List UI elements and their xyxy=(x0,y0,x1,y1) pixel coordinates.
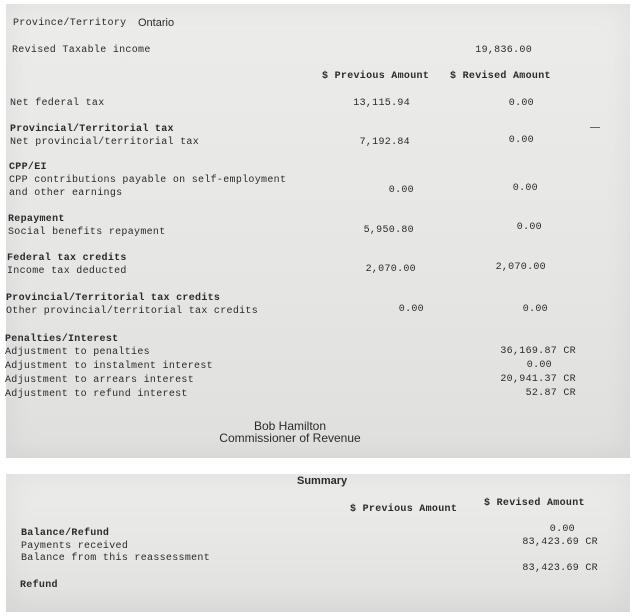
repayment-previous: 5,950.80 xyxy=(363,225,414,236)
arrears-interest-row-label: Adjustment to arrears interest xyxy=(5,375,195,386)
column-header-revised: $ Revised Amount xyxy=(450,71,551,82)
revised-taxable-income-value: 19,836.00 xyxy=(475,45,532,56)
federal-credits-revised: 2,070.00 xyxy=(495,262,546,273)
refund-interest-row-label: Adjustment to refund interest xyxy=(5,389,188,400)
province-value: Ontario xyxy=(138,17,175,29)
penalties-row-label: Adjustment to penalties xyxy=(5,347,150,358)
cpp-heading: CPP/EI xyxy=(9,162,47,173)
page-gap xyxy=(0,459,641,473)
instalment-interest-row-label: Adjustment to instalment interest xyxy=(5,361,213,372)
balance-reassessment-label: Balance from this reassessment xyxy=(21,553,211,564)
margin-mark xyxy=(590,127,600,128)
balance-refund-heading: Balance/Refund xyxy=(21,528,110,539)
provincial-credits-heading: Provincial/Territorial tax credits xyxy=(6,293,221,304)
net-federal-tax-previous: 13,115.94 xyxy=(353,98,410,109)
provincial-credits-revised: 0.00 xyxy=(522,304,548,315)
provincial-tax-revised: 0.00 xyxy=(508,135,534,146)
federal-credits-heading: Federal tax credits xyxy=(7,253,127,264)
signature-name: Bob Hamilton xyxy=(253,419,327,433)
federal-credits-previous: 2,070.00 xyxy=(365,264,416,275)
province-label: Province/Territory xyxy=(13,18,127,29)
federal-credits-label: Income tax deducted xyxy=(7,266,127,277)
arrears-interest-row-value: 20,941.37 CR xyxy=(500,374,576,385)
penalties-row-value: 36,169.87 CR xyxy=(500,346,576,357)
summary-column-header-previous: $ Previous Amount xyxy=(350,504,458,515)
cpp-revised: 0.00 xyxy=(512,183,538,194)
repayment-heading: Repayment xyxy=(8,214,65,225)
payments-received-label: Payments received xyxy=(21,541,129,552)
summary-value-3: 83,423.69 CR xyxy=(522,563,598,574)
penalties-heading: Penalties/Interest xyxy=(5,334,119,345)
provincial-tax-previous: 7,192.84 xyxy=(359,137,410,148)
refund-interest-row-value: 52.87 CR xyxy=(525,388,576,399)
provincial-credits-previous: 0.00 xyxy=(398,304,424,315)
repayment-label: Social benefits repayment xyxy=(8,227,166,238)
signature-title: Commissioner of Revenue xyxy=(219,431,361,445)
column-header-previous: $ Previous Amount xyxy=(322,71,430,82)
instalment-interest-row-value: 0.00 xyxy=(526,360,552,371)
net-federal-tax-label: Net federal tax xyxy=(10,98,105,109)
net-federal-tax-revised: 0.00 xyxy=(508,98,534,109)
cpp-label-line1: CPP contributions payable on self-employment xyxy=(9,175,287,186)
summary-value-1: 0.00 xyxy=(549,524,575,535)
revised-taxable-income-label: Revised Taxable income xyxy=(12,45,151,56)
repayment-revised: 0.00 xyxy=(516,222,542,233)
refund-label: Refund xyxy=(20,580,58,591)
cpp-previous: 0.00 xyxy=(388,185,414,196)
provincial-tax-heading: Provincial/Territorial tax xyxy=(10,124,174,135)
provincial-credits-label: Other provincial/territorial tax credits xyxy=(6,306,259,317)
summary-title: Summary xyxy=(297,475,348,487)
summary-column-header-revised: $ Revised Amount xyxy=(484,498,585,509)
provincial-tax-label: Net provincial/territorial tax xyxy=(10,137,200,148)
summary-value-2: 83,423.69 CR xyxy=(522,537,598,548)
cpp-label-line2: and other earnings xyxy=(9,188,123,199)
